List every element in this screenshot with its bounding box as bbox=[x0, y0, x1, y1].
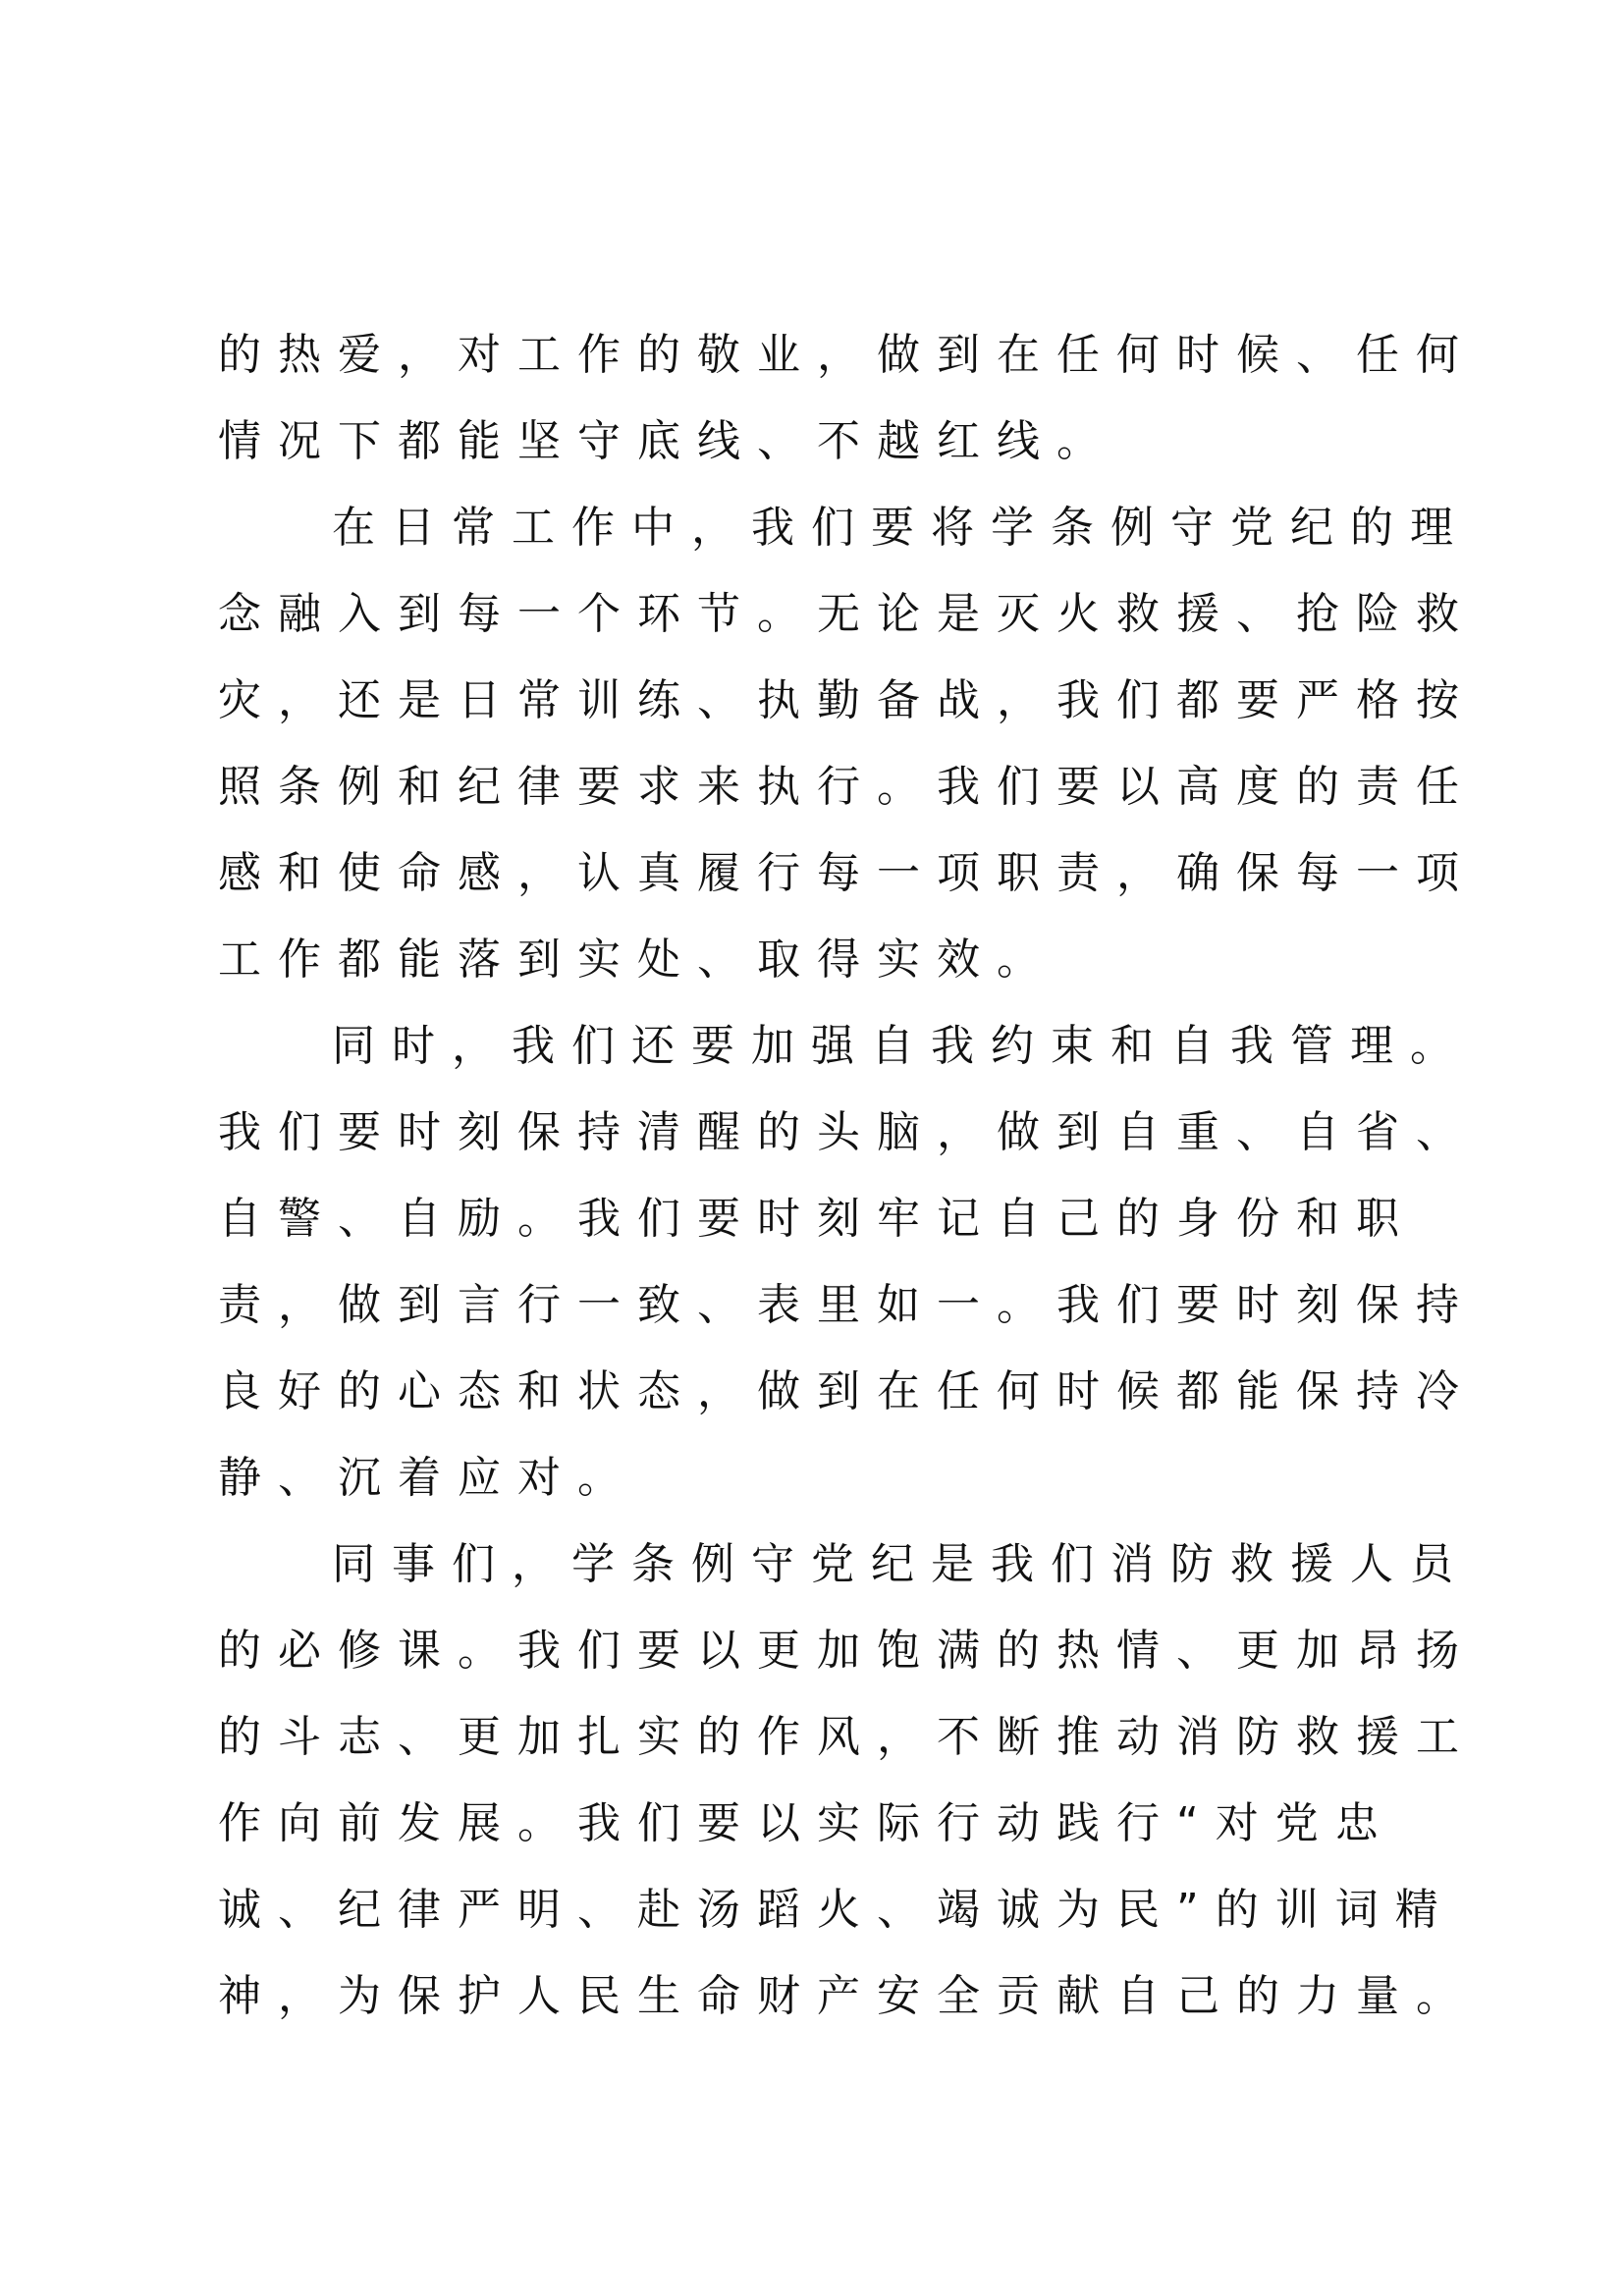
text-line: 灾，还是日常训练、执勤备战，我们都要严格按 bbox=[218, 675, 1476, 725]
text-line: 照条例和纪律要求来执行。我们要以高度的责任 bbox=[218, 762, 1476, 812]
text-line: 工作都能落到实处、取得实效。 bbox=[218, 934, 1056, 985]
paragraph-start-line: 同时，我们还要加强自我约束和自我管理。 bbox=[332, 1021, 1470, 1071]
text-line: 的斗志、更加扎实的作风，不断推动消防救援工 bbox=[218, 1712, 1476, 1762]
text-line: 感和使命感，认真履行每一项职责，确保每一项 bbox=[218, 848, 1476, 898]
paragraph-start-line: 在日常工作中，我们要将学条例守党纪的理 bbox=[332, 503, 1470, 553]
text-line: 诚、纪律严明、赴汤蹈火、竭诚为民”的训词精 bbox=[218, 1885, 1455, 1935]
text-line: 念融入到每一个环节。无论是灭火救援、抢险救 bbox=[218, 589, 1476, 639]
text-line: 良好的心态和状态，做到在任何时候都能保持冷 bbox=[218, 1366, 1476, 1416]
text-line: 情况下都能坚守底线、不越红线。 bbox=[218, 416, 1116, 466]
text-line: 的热爱，对工作的敬业，做到在任何时候、任何 bbox=[218, 330, 1476, 380]
document-body bbox=[218, 312, 1476, 2040]
text-line: 我们要时刻保持清醒的头脑，做到自重、自省、 bbox=[218, 1107, 1476, 1157]
text-line: 神，为保护人民生命财产安全贡献自己的力量。 bbox=[218, 1971, 1476, 2021]
text-line: 自警、自励。我们要时刻牢记自己的身份和职 bbox=[218, 1194, 1416, 1244]
text-line: 作向前发展。我们要以实际行动践行“对党忠 bbox=[218, 1798, 1395, 1848]
text-line: 静、沉着应对。 bbox=[218, 1453, 637, 1503]
paragraph-start-line: 同事们，学条例守党纪是我们消防救援人员 bbox=[332, 1539, 1470, 1589]
text-line: 的必修课。我们要以更加饱满的热情、更加昂扬 bbox=[218, 1626, 1476, 1676]
text-line: 责，做到言行一致、表里如一。我们要时刻保持 bbox=[218, 1280, 1476, 1330]
